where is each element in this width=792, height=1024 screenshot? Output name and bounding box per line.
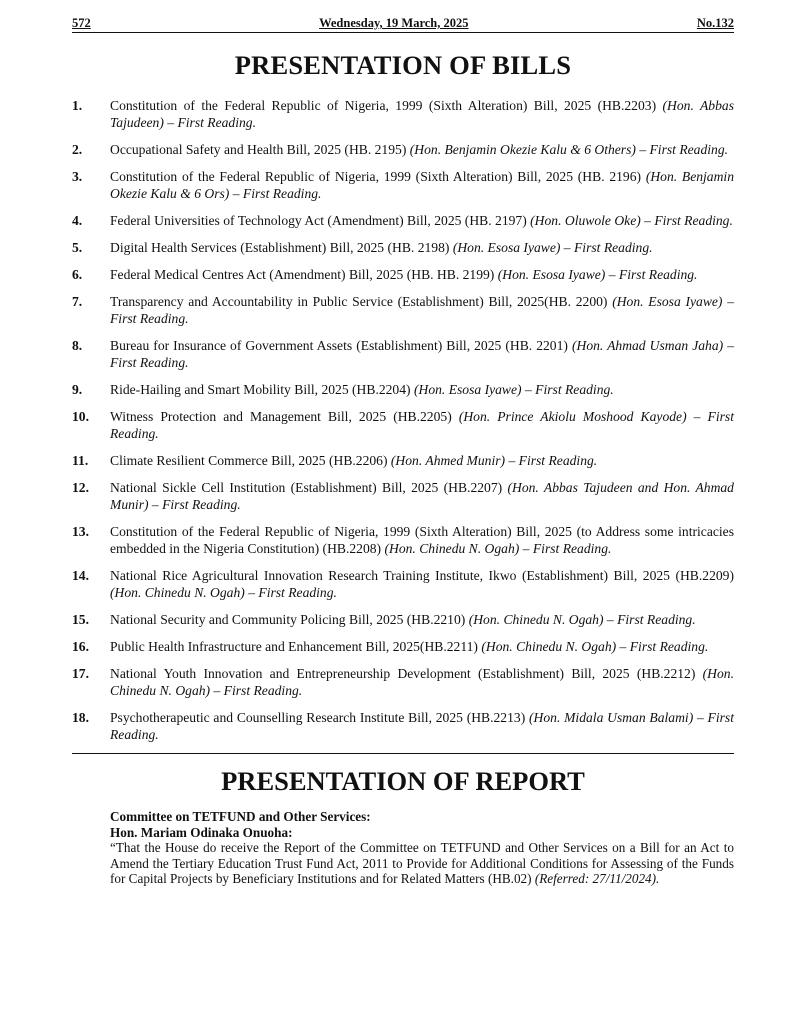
bill-title: National Sickle Cell Institution (Establishment) Bill, 2025 (HB.2207)	[110, 480, 508, 495]
bill-number: 3.	[72, 169, 83, 184]
bill-number: 15.	[72, 612, 89, 627]
bill-item	[72, 567, 734, 601]
bill-item	[72, 479, 734, 513]
bill-title: Ride-Hailing and Smart Mobility Bill, 2025 (HB.2204)	[110, 382, 414, 397]
bill-title: Constitution of the Federal Republic of Nigeria, 1999 (Sixth Alteration) Bill, 2025 (to Address some intricacies embedded in the Nigeria Constitution) (HB.2208)	[110, 524, 734, 556]
bill-sponsor: (Hon. Ahmed Munir) – First Reading.	[390, 453, 598, 468]
bill-item	[72, 611, 734, 628]
bill-item	[72, 168, 734, 202]
bill-number: 12.	[72, 480, 89, 495]
bill-number: 11.	[72, 453, 89, 468]
bill-number: 16.	[72, 639, 89, 654]
bill-item	[72, 523, 734, 557]
bill-title: Constitution of the Federal Republic of Nigeria, 1999 (Sixth Alteration) Bill, 2025 (HB. 2196)	[110, 169, 646, 184]
bill-sponsor: (Hon. Esosa Iyawe) – First Reading.	[497, 267, 698, 282]
bill-text	[110, 337, 734, 371]
bill-title: National Youth Innovation and Entrepreneurship Development (Establishment) Bill, 2025 (HB.2212)	[110, 666, 703, 681]
bill-text	[110, 479, 734, 513]
bill-sponsor: (Hon. Esosa Iyawe) – First Reading.	[110, 294, 734, 326]
bill-title: Occupational Safety and Health Bill, 2025 (HB. 2195)	[110, 142, 410, 157]
report-body-text: “That the House do receive the Report of the Committee on TETFUND and Other Services on a Bill for an Act to Amend the Tertiary Education Trust Fund Act, 2011 to Provide for Additional Conditions for Assessing of the Funds for Capital Projects by Beneficiary Institutions and for Related Matters (HB.02)	[110, 840, 734, 886]
bill-title: Constitution of the Federal Republic of Nigeria, 1999 (Sixth Alteration) Bill, 2025 (HB.2203)	[110, 98, 663, 113]
bill-item	[72, 97, 734, 131]
bill-text	[110, 523, 734, 557]
bill-title: National Rice Agricultural Innovation Research Training Institute, Ikwo (Establishment) Bill, 2025 (HB.2209)	[110, 568, 734, 583]
bills-section-title: PRESENTATION OF BILLS	[234, 50, 572, 80]
bill-number: 13.	[72, 524, 89, 539]
bill-text	[110, 266, 734, 283]
bill-number: 4.	[72, 213, 83, 228]
bill-number: 2.	[72, 142, 83, 157]
page-header	[72, 16, 734, 33]
bill-text	[110, 381, 734, 398]
bill-text	[110, 293, 734, 327]
bill-title: Federal Medical Centres Act (Amendment) Bill, 2025 (HB. HB. 2199)	[110, 267, 498, 282]
page-number: 572	[72, 16, 91, 30]
bill-item	[72, 212, 734, 229]
bill-sponsor: (Hon. Chinedu N. Ogah) – First Reading.	[110, 666, 734, 698]
bill-sponsor: (Hon. Benjamin Okezie Kalu & 6 Ors) – First Reading.	[110, 169, 734, 201]
bill-text	[110, 665, 734, 699]
report-section-title: PRESENTATION OF REPORT	[221, 766, 585, 796]
report-body	[110, 840, 734, 887]
bill-item	[72, 638, 734, 655]
bill-item	[72, 452, 734, 469]
issue-date: Wednesday, 19 March, 2025	[319, 16, 469, 30]
bill-number: 9.	[72, 382, 83, 397]
bill-sponsor: (Hon. Ahmad Usman Jaha) – First Reading.	[110, 338, 734, 370]
bill-number: 1.	[72, 98, 83, 113]
bill-title: Federal Universities of Technology Act (Amendment) Bill, 2025 (HB. 2197)	[110, 213, 531, 228]
bill-number: 6.	[72, 267, 83, 282]
bill-item	[72, 408, 734, 442]
bill-item	[72, 141, 734, 158]
report-committee: Committee on TETFUND and Other Services:	[110, 809, 371, 824]
bill-text	[110, 709, 734, 743]
bill-title: Transparency and Accountability in Public Service (Establishment) Bill, 2025(HB. 2200)	[110, 294, 613, 309]
bill-item	[72, 266, 734, 283]
section-divider	[72, 753, 734, 754]
bill-sponsor: (Hon. Chinedu N. Ogah) – First Reading.	[481, 639, 709, 654]
bill-sponsor: (Hon. Midala Usman Balami) – First Reading.	[110, 710, 734, 742]
bill-text	[110, 611, 734, 628]
report-block	[72, 809, 734, 887]
report-member: Hon. Mariam Odinaka Onuoha:	[110, 824, 293, 840]
bill-text	[110, 141, 734, 158]
bill-number: 17.	[72, 666, 89, 681]
bill-sponsor: (Hon. Abbas Tajudeen and Hon. Ahmad Munir) – First Reading.	[110, 480, 734, 512]
bill-sponsor: (Hon. Oluwole Oke) – First Reading.	[530, 213, 733, 228]
bill-title: National Security and Community Policing Bill, 2025 (HB.2210)	[110, 612, 469, 627]
bill-sponsor: (Hon. Chinedu N. Ogah) – First Reading.	[468, 612, 696, 627]
bill-sponsor: (Hon. Prince Akiolu Moshood Kayode) – First Reading.	[110, 409, 734, 441]
bill-sponsor: (Hon. Esosa Iyawe) – First Reading.	[413, 382, 614, 397]
bill-title: Public Health Infrastructure and Enhancement Bill, 2025(HB.2211)	[110, 639, 482, 654]
bill-text	[110, 638, 734, 655]
bill-text	[110, 168, 734, 202]
report-referred: (Referred: 27/11/2024).	[534, 871, 660, 886]
bill-title: Climate Resilient Commerce Bill, 2025 (HB.2206)	[110, 453, 391, 468]
bill-item	[72, 665, 734, 699]
bill-text	[110, 97, 734, 131]
issue-number: No.132	[696, 16, 734, 30]
bill-text	[110, 212, 734, 229]
bill-item	[72, 293, 734, 327]
bill-sponsor: (Hon. Chinedu N. Ogah) – First Reading.	[110, 585, 337, 600]
bill-sponsor: (Hon. Abbas Tajudeen) – First Reading.	[110, 98, 734, 130]
bill-number: 7.	[72, 294, 83, 309]
bill-sponsor: (Hon. Esosa Iyawe) – First Reading.	[452, 240, 653, 255]
bill-title: Witness Protection and Management Bill, 2025 (HB.2205)	[110, 409, 459, 424]
bill-sponsor: (Hon. Benjamin Okezie Kalu & 6 Others) – First Reading.	[409, 142, 729, 157]
bill-text	[110, 452, 734, 469]
bill-sponsor: (Hon. Chinedu N. Ogah) – First Reading.	[384, 541, 612, 556]
bill-item	[72, 337, 734, 371]
bill-number: 14.	[72, 568, 89, 583]
bill-number: 18.	[72, 710, 89, 725]
bill-text	[110, 239, 734, 256]
bills-list	[72, 97, 734, 743]
bill-item	[72, 381, 734, 398]
bill-text	[110, 567, 734, 601]
bill-number: 8.	[72, 338, 83, 353]
bill-title: Psychotherapeutic and Counselling Research Institute Bill, 2025 (HB.2213)	[110, 710, 529, 725]
bill-number: 5.	[72, 240, 83, 255]
bill-text	[110, 408, 734, 442]
bill-title: Bureau for Insurance of Government Assets (Establishment) Bill, 2025 (HB. 2201)	[110, 338, 572, 353]
bill-item	[72, 239, 734, 256]
bill-title: Digital Health Services (Establishment) Bill, 2025 (HB. 2198)	[110, 240, 453, 255]
bill-item	[72, 709, 734, 743]
bill-number: 10.	[72, 409, 89, 424]
